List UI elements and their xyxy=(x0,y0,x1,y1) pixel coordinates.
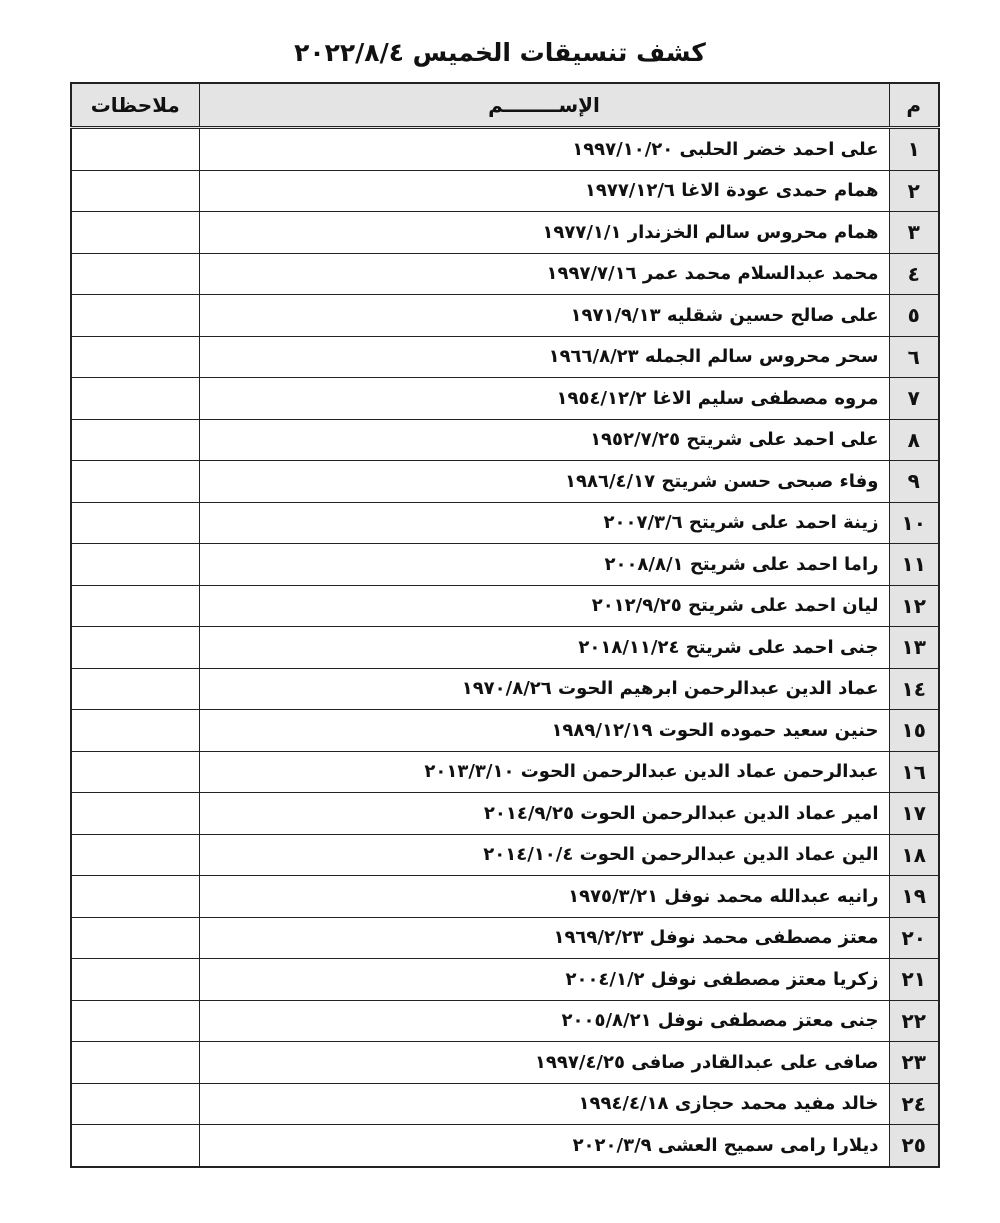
row-name: جنى احمد على شريتح ٢٠١٨/١١/٢٤ xyxy=(199,627,889,669)
row-number: ١٨ xyxy=(889,834,939,876)
table-row xyxy=(71,668,939,710)
row-name: راما احمد على شريتح ٢٠٠٨/٨/١ xyxy=(199,544,889,586)
row-notes xyxy=(71,876,199,918)
row-name: على احمد على شريتح ١٩٥٢/٧/٢٥ xyxy=(199,419,889,461)
table-row xyxy=(71,793,939,835)
row-number: ١ xyxy=(889,128,939,171)
header-notes: ملاحظات xyxy=(71,83,199,128)
row-name: همام محروس سالم الخزندار ١٩٧٧/١/١ xyxy=(199,212,889,254)
table-row xyxy=(71,834,939,876)
table-row xyxy=(71,544,939,586)
row-notes xyxy=(71,461,199,503)
row-name: عبدالرحمن عماد الدين عبدالرحمن الحوت ٢٠١٣/٣/١٠ xyxy=(199,751,889,793)
row-number: ٣ xyxy=(889,212,939,254)
row-number: ١٦ xyxy=(889,751,939,793)
table-row xyxy=(71,959,939,1001)
row-notes xyxy=(71,959,199,1001)
roster-table xyxy=(70,82,940,1168)
row-notes xyxy=(71,212,199,254)
row-notes xyxy=(71,627,199,669)
row-name: عماد الدين عبدالرحمن ابرهيم الحوت ١٩٧٠/٨/٢٦ xyxy=(199,668,889,710)
row-name: سحر محروس سالم الجمله ١٩٦٦/٨/٢٣ xyxy=(199,336,889,378)
row-number: ١١ xyxy=(889,544,939,586)
row-notes xyxy=(71,378,199,420)
row-name: زينة احمد على شريتح ٢٠٠٧/٣/٦ xyxy=(199,502,889,544)
row-name: زكريا معتز مصطفى نوفل ٢٠٠٤/١/٢ xyxy=(199,959,889,1001)
table-row xyxy=(71,295,939,337)
row-number: ٢ xyxy=(889,170,939,212)
table-row xyxy=(71,1083,939,1125)
row-name: وفاء صبحى حسن شريتح ١٩٨٦/٤/١٧ xyxy=(199,461,889,503)
row-number: ١٤ xyxy=(889,668,939,710)
table-row xyxy=(71,1125,939,1167)
row-number: ٧ xyxy=(889,378,939,420)
row-name: محمد عبدالسلام محمد عمر ١٩٩٧/٧/١٦ xyxy=(199,253,889,295)
table-row xyxy=(71,170,939,212)
row-notes xyxy=(71,336,199,378)
row-number: ٢١ xyxy=(889,959,939,1001)
row-notes xyxy=(71,1042,199,1084)
row-name: على صالح حسين شقليه ١٩٧١/٩/١٣ xyxy=(199,295,889,337)
row-notes xyxy=(71,793,199,835)
header-row xyxy=(71,83,939,128)
row-number: ٨ xyxy=(889,419,939,461)
table-row xyxy=(71,876,939,918)
table-row xyxy=(71,917,939,959)
row-notes xyxy=(71,1000,199,1042)
row-number: ١٢ xyxy=(889,585,939,627)
table-row xyxy=(71,710,939,752)
row-notes xyxy=(71,544,199,586)
row-notes xyxy=(71,128,199,171)
page-title: كشف تنسيقات الخميس ٢٠٢٢/٨/٤ xyxy=(294,38,706,67)
table-row xyxy=(71,128,939,171)
row-number: ٢٥ xyxy=(889,1125,939,1167)
row-name: ليان احمد على شريتح ٢٠١٢/٩/٢٥ xyxy=(199,585,889,627)
table-row xyxy=(71,336,939,378)
row-number: ٥ xyxy=(889,295,939,337)
row-notes xyxy=(71,1125,199,1167)
table-row xyxy=(71,212,939,254)
row-notes xyxy=(71,710,199,752)
row-notes xyxy=(71,253,199,295)
roster-body xyxy=(71,128,939,1167)
row-number: ١٧ xyxy=(889,793,939,835)
row-number: ٦ xyxy=(889,336,939,378)
row-notes xyxy=(71,502,199,544)
row-number: ١٥ xyxy=(889,710,939,752)
table-row xyxy=(71,1000,939,1042)
row-name: على احمد خضر الحلبى ١٩٩٧/١٠/٢٠ xyxy=(199,128,889,171)
table-row xyxy=(71,1042,939,1084)
table-row xyxy=(71,419,939,461)
row-number: ٢٢ xyxy=(889,1000,939,1042)
row-name: ديلارا رامى سميح العشى ٢٠٢٠/٣/٩ xyxy=(199,1125,889,1167)
header-name: الإســــــــم xyxy=(199,83,889,128)
row-notes xyxy=(71,295,199,337)
row-name: حنين سعيد حموده الحوت ١٩٨٩/١٢/١٩ xyxy=(199,710,889,752)
header-number: م xyxy=(889,83,939,128)
row-number: ١٠ xyxy=(889,502,939,544)
row-notes xyxy=(71,585,199,627)
row-name: امير عماد الدين عبدالرحمن الحوت ٢٠١٤/٩/٢٥ xyxy=(199,793,889,835)
row-name: همام حمدى عودة الاغا ١٩٧٧/١٢/٦ xyxy=(199,170,889,212)
row-number: ٤ xyxy=(889,253,939,295)
row-number: ٩ xyxy=(889,461,939,503)
row-name: مروه مصطفى سليم الاغا ١٩٥٤/١٢/٢ xyxy=(199,378,889,420)
row-number: ١٩ xyxy=(889,876,939,918)
row-notes xyxy=(71,170,199,212)
row-notes xyxy=(71,1083,199,1125)
table-row xyxy=(71,253,939,295)
row-name: صافى على عبدالقادر صافى ١٩٩٧/٤/٢٥ xyxy=(199,1042,889,1084)
table-row xyxy=(71,751,939,793)
row-notes xyxy=(71,419,199,461)
table-row xyxy=(71,461,939,503)
row-notes xyxy=(71,834,199,876)
row-name: رانيه عبدالله محمد نوفل ١٩٧٥/٣/٢١ xyxy=(199,876,889,918)
row-name: الين عماد الدين عبدالرحمن الحوت ٢٠١٤/١٠/٤ xyxy=(199,834,889,876)
row-notes xyxy=(71,917,199,959)
row-number: ١٣ xyxy=(889,627,939,669)
table-row xyxy=(71,627,939,669)
row-number: ٢٠ xyxy=(889,917,939,959)
table-row xyxy=(71,502,939,544)
table-row xyxy=(71,378,939,420)
row-number: ٢٣ xyxy=(889,1042,939,1084)
row-name: جنى معتز مصطفى نوفل ٢٠٠٥/٨/٢١ xyxy=(199,1000,889,1042)
row-number: ٢٤ xyxy=(889,1083,939,1125)
row-name: معتز مصطفى محمد نوفل ١٩٦٩/٢/٢٣ xyxy=(199,917,889,959)
row-name: خالد مفيد محمد حجازى ١٩٩٤/٤/١٨ xyxy=(199,1083,889,1125)
row-notes xyxy=(71,668,199,710)
table-row xyxy=(71,585,939,627)
row-notes xyxy=(71,751,199,793)
